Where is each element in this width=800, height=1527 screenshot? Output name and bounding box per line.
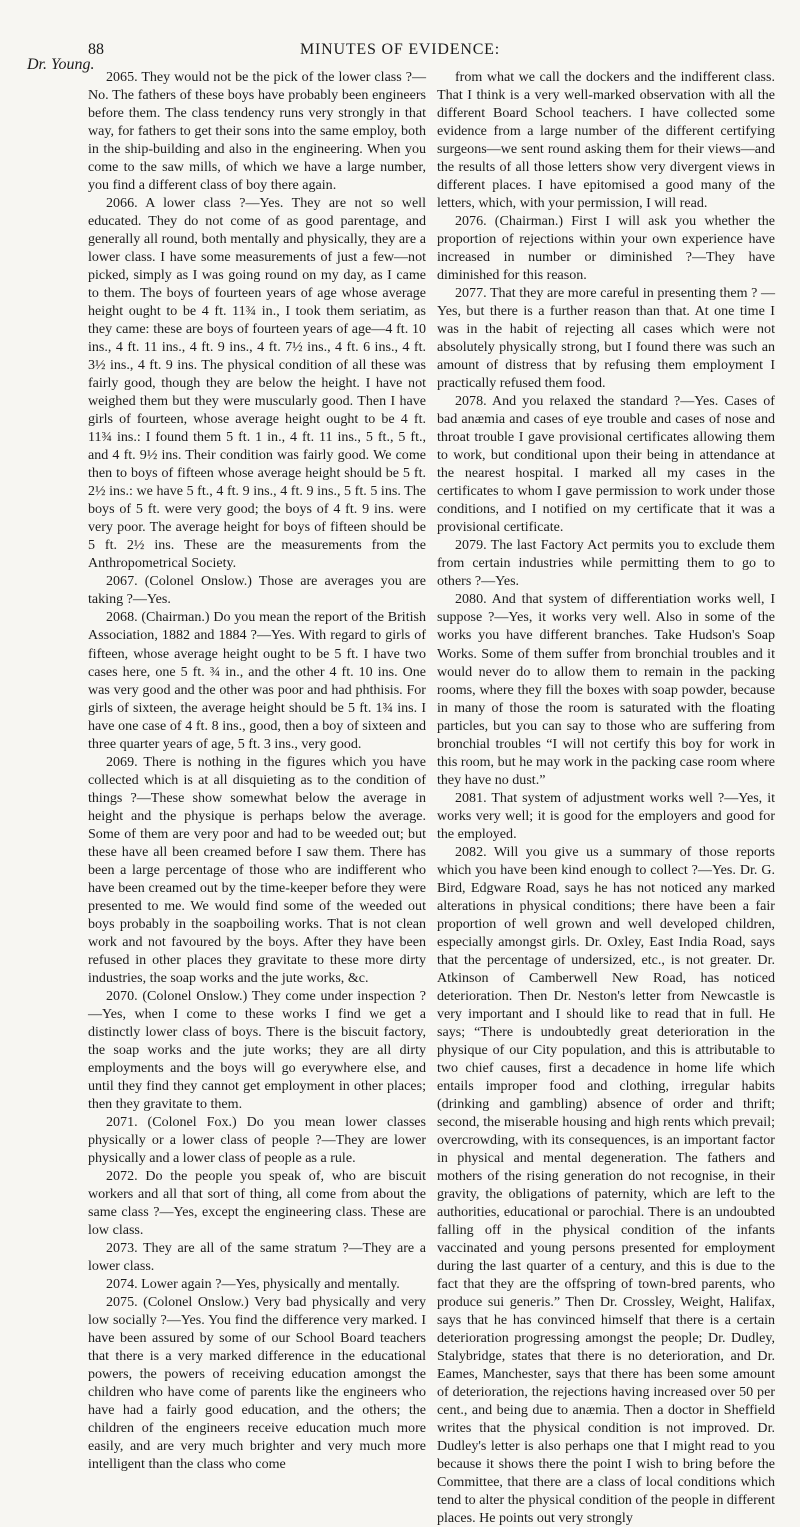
paragraph: 2081. That system of adjustment works well ?—Yes, it works very well; it is good for the employers and good for the employed. bbox=[437, 789, 775, 842]
paragraph: 2074. Lower again ?—Yes, physically and mentally. bbox=[106, 1276, 400, 1293]
paragraph: 2079. The last Factory Act permits you to exclude them from certain industries while permitting them to go to others ?—Yes. bbox=[437, 537, 775, 590]
paragraph: 2078. And you relaxed the standard ?—Yes. Cases of bad anæmia and cases of eye trouble and cases of nose and throat trouble I gave provisional certificates allowing them to work, but conditional upon their being in attendance at the nearest hospital. I marked all my cases in the certificates to whom I gave permission to work under those conditions, and I notified on my certificate that it was a provisional certificate. bbox=[437, 393, 775, 536]
paragraph: from what we call the dockers and the indifferent class. That I think is a very well-marked observation with all the different Board School teachers. I have collected some evidence from a large number of the different certifying surgeons—we sent round asking them for their views—and the results of all those letters show very divergent views in different places. I have epitomised a good many of the letters, which, with your permission, I will read. bbox=[437, 69, 775, 212]
paragraph: 2067. (Colonel Onslow.) Those are averages you are taking ?—Yes. bbox=[88, 573, 426, 608]
paragraph: 2072. Do the people you speak of, who are biscuit workers and all that sort of thing, all come from about the same class ?—Yes, except the engineering class. These are low class. bbox=[88, 1167, 426, 1238]
paragraph: 2082. Will you give us a summary of those reports which you have been kind enough to collect ?—Yes. Dr. G. Bird, Edgware Road, says he has not noticed any marked alterations in physical conditions; there have been a fair proportion of well grown and well developed children, especially amongst girls. Dr. Oxley, East India Road, says that the percentage of undersized, etc., is not greater. Dr. Atkinson of Camberwell New Road, has noticed deterioration. Then Dr. Neston's letter from Newcastle is very important and I should like to read that in full. He says; “There is undoubtedly great deterioration in the physique of our City population, and this is attributable to two chief causes, first a decadence in home life which entails improper food and clothing, irregular habits (drinking and gambling) absence of order and thrift; second, the miserable housing and high rents which prevail; overcrowding, with its consequences, is an important factor in physical and mental degeneration. The fathers and mothers of the rising generation do not recognise, in their gravity, the obligations of paternity, which are left to the authorities, educational or parochial. There is an undoubted falling off in the physical condition of the infants vaccinated and young persons presented for employment during the last quarter of a century, and this is due to the fact that they are the offspring of town-bred parents, who produce sui generis.” Then Dr. Crossley, Weight, Halifax, says that he has convinced himself that there is a certain deterioration progressing amongst the people; Dr. Dudley, Stalybridge, states that there is no deterioration, and Dr. Eames, Manchester, says that there has been some amount of deterioration, the rejections having increased over 50 per cent., and being due to anæmia. Then a doctor in Sheffield writes that the physical condition is not improved. Dr. Dudley's letter is also perhaps one that I might read to you because it shows there the point I wish to bring before the Committee, that there are a class of local conditions which tend to alter the physical condition of the people in different places. He points out very strongly bbox=[437, 843, 775, 1527]
right-column bbox=[437, 68, 775, 1527]
paragraph: 2073. They are all of the same stratum ?—They are a lower class. bbox=[88, 1240, 426, 1275]
running-head: MINUTES OF EVIDENCE: bbox=[300, 41, 500, 58]
paragraph: 2077. That they are more careful in presenting them ? —Yes, but there is a further reason than that. At one time I was in the habit of rejecting all cases which were not absolutely physically strong, but I found there was such an amount of distress that by refusing them employment I practically refused them food. bbox=[437, 285, 775, 392]
paragraph: 2076. (Chairman.) First I will ask you whether the proportion of rejections within your own experience have increased in number or diminished ?—They have diminished for this reason. bbox=[437, 213, 775, 284]
paragraph: 2066. A lower class ?—Yes. They are not so well educated. They do not come of as good parentage, and generally all round, both mentally and physically, they are a lower class. I have some measurements of just a few—not picked, simply as I was going round on my day, as I came to them. The boys of fourteen years of age whose average height ought to be 4 ft. 11¾ in., I took them seriatim, as they came: these are boys of fourteen years of age—4 ft. 10 ins., 4 ft. 11 ins., 4 ft. 9 ins., 4 ft. 7½ ins., 4 ft. 6 ins., 4 ft. 3½ ins., 4 ft. 9 ins. The physical condition of all these was fairly good, though they are below the height. I have not weighed them but they were muscularly good. Then I have girls of fourteen, whose average height ought to be 4 ft. 11¾ ins.: I found them 5 ft. 1 in., 4 ft. 11 ins., 5 ft., 5 ft., and 4 ft. 9½ ins. Their condition was fairly good. We come then to boys of fifteen whose average height should be 5 ft. 2½ ins.: we have 5 ft., 4 ft. 9 ins., 4 ft. 9 ins., 5 ft. 5 ins. The boys of 5 ft. were very good; the boys of 4 ft. 9 ins. were very poor. The average height for boys of fifteen should be 5 ft. 2½ ins. These are the measurements from the Anthropometrical Society. bbox=[88, 195, 426, 572]
paragraph: 2075. (Colonel Onslow.) Very bad physically and very low socially ?—Yes. You find the difference very marked. I have been assured by some of our School Board teachers that there is a very marked difference in the educational powers, the powers of receiving education amongst the children who have come of parents like the engineers who have had a fairly good education, and the others; the children of the engineers receive education much more easily, and are very much brighter and very much more intelligent than the class who come bbox=[88, 1294, 426, 1473]
paragraph: 2065. They would not be the pick of the lower class ?— No. The fathers of these boys have probably been engineers before them. The class tendency runs very strongly in that way, for fathers to get their sons into the same employ, both in the ship-building and also in the engineering. When you come to the saw mills, of which we have a large number, you find a different class of boy there again. bbox=[88, 69, 426, 194]
paragraph: 2080. And that system of differentiation works well, I suppose ?—Yes, it works very well. Also in some of the works you have different branches. Take Hudson's Soap Works. Some of them suffer from bronchial troubles and it would never do to allow them to remain in the packing rooms, where they fill the boxes with soap powder, because in many of those the room is saturated with the floating particles, but you can say to those who are suffering from bronchial troubles “I will not certify this boy for work in this room, but he may work in the packing case room where they have no dust.” bbox=[437, 591, 775, 788]
paragraph: 2071. (Colonel Fox.) Do you mean lower classes physically or a lower class of people ?—They are lower physically and a lower class of people as a rule. bbox=[88, 1113, 426, 1166]
paragraph: 2069. There is nothing in the figures which you have collected which is at all disquieting as to the condition of things ?—These show somewhat below the average in height and the physique is perhaps below the average. Some of them are very poor and had to be weeded out; but these have all been creamed before I saw them. There has been a large percentage of those who are indifferent who have been creamed out by the time-keeper before they were presented to me. We would find some of the weeded out boys probably in the soapboiling works. That is not clean work and not favoured by the boys. After they have been refused in other places they gravitate to these more dirty industries, the soap works and the jute works, &c. bbox=[88, 753, 426, 986]
paragraph: 2068. (Chairman.) Do you mean the report of the British Association, 1882 and 1884 ?—Yes. With regard to girls of fifteen, whose average height ought to be 5 ft. I have two cases here, one 5 ft. ¾ in., and the other 4 ft. 10 ins. One was very good and the other was poor and had phthisis. For girls of sixteen, the average height should be 5 ft. 1¾ ins. I have one case of 4 ft. 8 ins., good, then a boy of sixteen and three quarter years of age, 5 ft. 3 ins., very good. bbox=[88, 609, 426, 752]
paragraph: 2070. (Colonel Onslow.) They come under inspection ? —Yes, when I come to these works I find we get a distinctly lower class of boys. There is the biscuit factory, the soap works and the jute works; they are all dirty employments and the boys will go everywhere else, and until they find they cannot get employment in other places; then they gravitate to them. bbox=[88, 987, 426, 1112]
witness-name: Dr. Young. bbox=[27, 56, 95, 73]
page-number: 88 bbox=[88, 41, 104, 58]
left-column bbox=[88, 68, 426, 1473]
